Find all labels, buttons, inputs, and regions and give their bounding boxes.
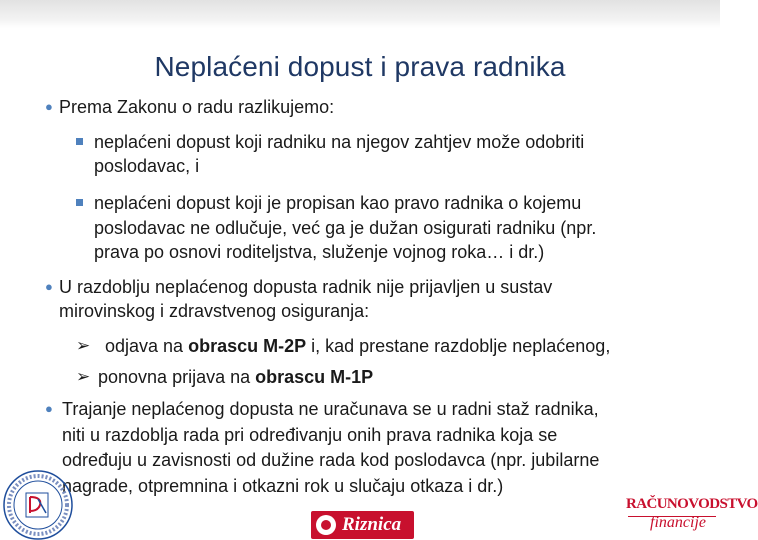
- arrow-bullet-icon: ➢: [76, 336, 91, 355]
- arrow-item-1: odjava na obrascu M-2P i, kad prestane razdoblje neplaćenog,: [105, 336, 611, 356]
- bullet-3-line-4: nagrade, otpremnina i otkazni rok u slučaju otkaza i dr.): [62, 476, 504, 496]
- sub-bullet-2-line-2: poslodavac ne odlučuje, već ga je dužan osigurati radniku (npr.: [94, 218, 597, 238]
- seal-logo: [0, 455, 92, 540]
- riznica-emblem-icon: [316, 515, 336, 535]
- sub-bullet-1-line-2: poslodavac, i: [94, 156, 200, 176]
- racunovodstvo-logo-text: RAČUNOVODSTVO: [626, 496, 758, 512]
- arrow-bullet-icon: ➢: [76, 367, 91, 386]
- bullet-3-line-1: Trajanje neplaćenog dopusta ne uračunava se u radni staž radnika,: [62, 399, 599, 419]
- bullet-dot-icon: ●: [45, 279, 53, 294]
- bullet-3-line-3: određuju u zavisnosti od dužine rada kod poslodavca (npr. jubilarne: [62, 450, 600, 470]
- sub-bullet-2-line-3: prava po osnovi roditeljstva, služenje vojnog roka… i dr.): [94, 242, 545, 262]
- bullet-dot-icon: ●: [45, 401, 53, 416]
- financije-logo-text: financije: [650, 514, 706, 531]
- bullet-2-line-2: mirovinskog i zdravstvenog osiguranja:: [59, 301, 370, 321]
- slide-title: Neplaćeni dopust i prava radnika: [154, 51, 566, 82]
- bullet-2-line-1: U razdoblju neplaćenog dopusta radnik nije prijavljen u sustav: [59, 277, 553, 297]
- bullet-3-line-2: niti u razdoblja rada pri određivanju onih prava radnika koja se: [62, 425, 558, 445]
- square-bullet-icon: [76, 138, 83, 145]
- arrow-item-2: ponovna prijava na obrascu M-1P: [98, 367, 374, 387]
- bullet-1-text: Prema Zakonu o radu razlikujemo:: [59, 97, 335, 117]
- sub-bullet-2-line-1: neplaćeni dopust koji je propisan kao pravo radnika o kojemu: [94, 193, 582, 213]
- riznica-logo-text: Riznica: [342, 514, 402, 535]
- bullet-dot-icon: ●: [45, 99, 53, 114]
- sub-bullet-1-line-1: neplaćeni dopust koji radniku na njegov zahtjev može odobriti: [94, 132, 585, 152]
- racunovodstvo-logo: [624, 496, 758, 540]
- square-bullet-icon: [76, 199, 83, 206]
- riznica-logo: [311, 511, 414, 539]
